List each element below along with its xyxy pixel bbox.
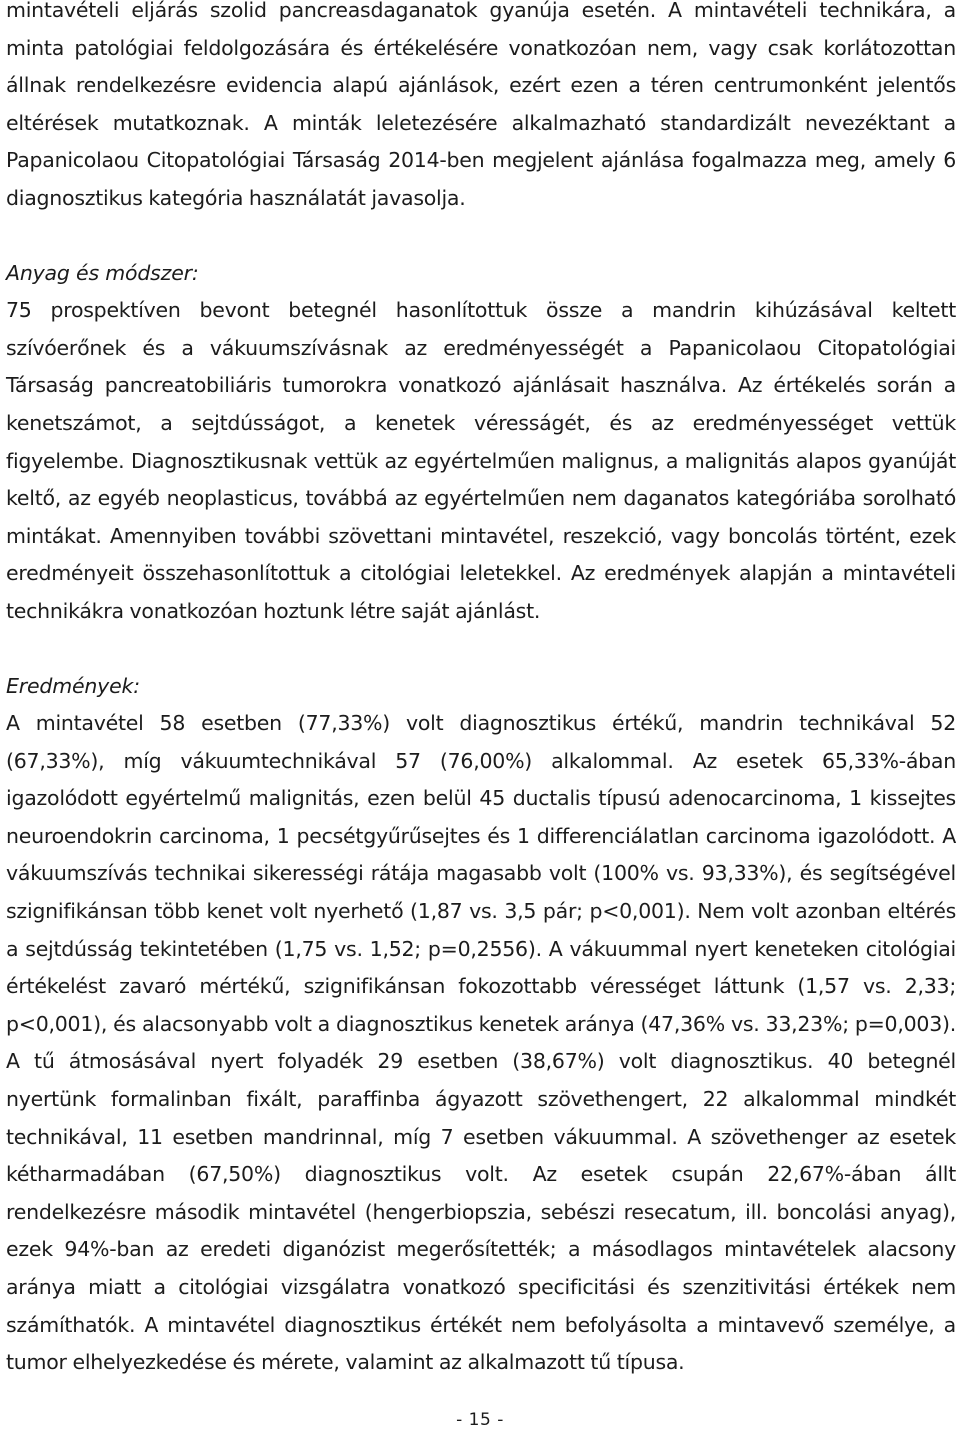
results-heading: Eredmények:	[6, 673, 140, 698]
page-number: - 15 -	[456, 1410, 504, 1430]
section-spacer	[6, 631, 956, 668]
section-spacer	[6, 218, 956, 255]
methods-paragraph: 75 prospektíven bevont betegnél hasonlítottuk össze a mandrin kihúzásával keltett szívóerőnek és a vákuumszívásnak az eredményességét a Papanicolaou Citopatológiai Társaság pancreatobiliáris tumorokra vonatkozó ajánlásait használva. Az értékelés során a kenetszámot, a sejtdússágot, a kenetek véresságét, és az eredményességet vettük figyelembe. Diagnosztikusnak vettük az egyértelműen malignus, a malignitás alapos gyanúját keltő, az egyéb neoplasticus, továbbá az egyértelműen nem daganatos kategóriába sorolható mintákat. Amennyiben további szövettani mintavétel, reszekció, vagy boncolás történt, ezek eredményeit összehasonlítottuk a citológiai leletekkel. Az eredmények alapján a mintavételi technikákra vonatkozóan hoztunk létre saját ajánlást.	[6, 298, 956, 623]
methods-heading: Anyag és módszer:	[6, 260, 199, 285]
intro-paragraph: mintavételi eljárás szolid pancreasdaganatok gyanúja esetén. A mintavételi technikára, a minta patológiai feldolgozására és értékelésére vonatkozóan nem, vagy csak korlátozottan állnak rendelkezésre evidencia alapú ajánlások, ezért ezen a téren centrumonként jelentős eltérések mutatkoznak. A minták leletezésére alkalmazható standardizált nevezéktant a Papanicolaou Citopatológiai Társaság 2014-ben megjelent ajánlása fogalmazza meg, amely 6 diagnosztikus kategória használatát javasolja.	[6, 0, 956, 210]
results-paragraph: A mintavétel 58 esetben (77,33%) volt diagnosztikus értékű, mandrin technikával 52 (67,33%), míg vákuumtechnikával 57 (76,00%) alkalommal. Az esetek 65,33%-ában igazolódott egyértelmű malignitás, ezen belül 45 ductalis típusú adenocarcinoma, 1 kissejtes neuroendokrin carcinoma, 1 pecsétgyűrűsejtes és 1 differenciálatlan carcinoma igazolódott. A vákuumszívás technikai sikerességi rátája magasabb volt (100% vs. 93,33%), és segítségével szignifikánsan több kenet volt nyerhető (1,87 vs. 3,5 pár; p<0,001). Nem volt azonban eltérés a sejtdússág tekintetében (1,75 vs. 1,52; p=0,2556). A vákuummal nyert keneteken citológiai értékelést zavaró mértékű, szignifikánsan fokozottabb vérességet láttunk (1,57 vs. 2,33; p<0,001), és alacsonyabb volt a diagnosztikus kenetek aránya (47,36% vs. 33,23%; p=0,003). A tű átmosásával nyert folyadék 29 esetben (38,67%) volt diagnosztikus. 40 betegnél nyertünk formalinban fixált, paraffinba ágyazott szövethengert, 22 alkalommal mindkét technikával, 11 esetben mandrinnal, míg 7 esetben vákuummal. A szövethenger az esetek kétharmadában (67,50%) diagnosztikus volt. Az esetek csupán 22,67%-ában állt rendelkezésre második mintavétel (hengerbiopszia, sebészi resecatum, ill. boncolási anyag), ezek 94%-ban az eredeti diganózist megerősítették; a másodlagos mintavételek alacsony aránya miatt a citológiai vizsgálatra vonatkozó specificitási és szenzitivitási értékek nem számíthatók. A mintavétel diagnosztikus értékét nem befolyásolta a mintavevő személye, a tumor elhelyezkedése és mérete, valamint az alkalmazott tű típusa.	[6, 711, 956, 1375]
document-page	[6, 0, 956, 1382]
